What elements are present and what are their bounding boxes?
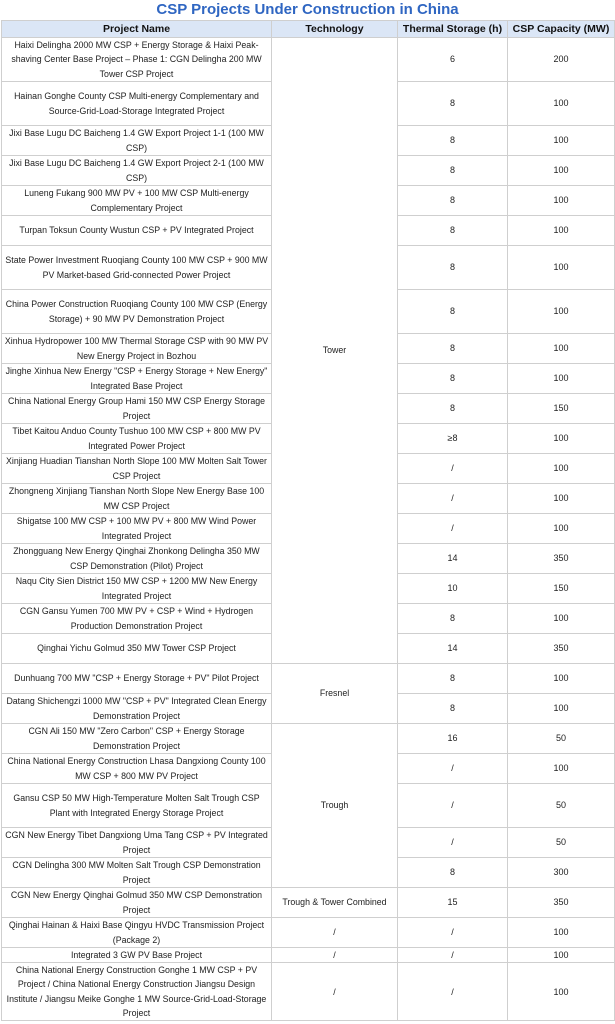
csp-capacity-cell: 50 [508,784,615,828]
project-name-cell: Hainan Gonghe County CSP Multi-energy Complementary and Source-Grid-Load-Storage Integrated Project [2,82,272,126]
project-name-cell: Datang Shichengzi 1000 MW "CSP + PV" Integrated Clean Energy Demonstration Project [2,694,272,724]
csp-capacity-cell: 100 [508,918,615,948]
csp-capacity-cell: 100 [508,424,615,454]
thermal-storage-cell: ≥8 [398,424,508,454]
page-title: CSP Projects Under Construction in China [156,1,459,18]
csp-capacity-cell: 200 [508,38,615,82]
csp-capacity-cell: 350 [508,634,615,664]
csp-projects-table [1,20,615,1021]
thermal-storage-cell: 8 [398,664,508,694]
project-name-cell: Dunhuang 700 MW "CSP + Energy Storage + PV" Pilot Project [2,664,272,694]
thermal-storage-cell: 8 [398,246,508,290]
project-name-cell: Haixi Delingha 2000 MW CSP + Energy Storage & Haixi Peak-shaving Center Base Project – Phase 1: CGN Delingha 200 MW Tower CSP Project [2,38,272,82]
project-name-cell: China National Energy Construction Lhasa Dangxiong County 100 MW CSP + 800 MW PV Project [2,754,272,784]
thermal-storage-cell: 8 [398,604,508,634]
table-row [2,963,615,1021]
project-name-cell: China Power Construction Ruoqiang County 100 MW CSP (Energy Storage) + 90 MW PV Demonstration Project [2,290,272,334]
thermal-storage-cell: 8 [398,394,508,424]
thermal-storage-cell: 8 [398,126,508,156]
project-name-cell: Jixi Base Lugu DC Baicheng 1.4 GW Export Project 2-1 (100 MW CSP) [2,156,272,186]
thermal-storage-cell: / [398,828,508,858]
project-name-cell: Luneng Fukang 900 MW PV + 100 MW CSP Multi-energy Complementary Project [2,186,272,216]
project-name-cell: CGN Gansu Yumen 700 MW PV + CSP + Wind + Hydrogen Production Demonstration Project [2,604,272,634]
thermal-storage-cell: / [398,754,508,784]
csp-capacity-cell: 100 [508,454,615,484]
project-name-cell: Qinghai Hainan & Haixi Base Qingyu HVDC Transmission Project (Package 2) [2,918,272,948]
csp-capacity-cell: 100 [508,156,615,186]
csp-capacity-cell: 100 [508,216,615,246]
project-name-cell: CGN Delingha 300 MW Molten Salt Trough CSP Demonstration Project [2,858,272,888]
project-name-cell: CGN New Energy Tibet Dangxiong Uma Tang CSP + PV Integrated Project [2,828,272,858]
project-name-cell: China National Energy Construction Gonghe 1 MW CSP + PV Project / China National Energy Construction Jiangsu Design Institute / Jiangsu Meike Gonghe 1 MW Source-Grid-Load-Storage Project [2,963,272,1021]
table-row [2,664,615,694]
project-name-cell: Gansu CSP 50 MW High-Temperature Molten Salt Trough CSP Plant with Integrated Energy Storage Project [2,784,272,828]
table-row [2,948,615,963]
technology-cell: Tower [272,38,398,664]
thermal-storage-cell: 8 [398,290,508,334]
thermal-storage-cell: / [398,784,508,828]
header-thermal-storage: Thermal Storage (h) [398,21,508,38]
csp-capacity-cell: 100 [508,484,615,514]
project-name-cell: State Power Investment Ruoqiang County 100 MW CSP + 900 MW PV Market-based Grid-connected Power Project [2,246,272,290]
thermal-storage-cell: 8 [398,364,508,394]
csp-capacity-cell: 100 [508,82,615,126]
csp-capacity-cell: 100 [508,754,615,784]
thermal-storage-cell: / [398,948,508,963]
thermal-storage-cell: / [398,514,508,544]
thermal-storage-cell: / [398,454,508,484]
csp-capacity-cell: 100 [508,334,615,364]
thermal-storage-cell: 8 [398,334,508,364]
project-name-cell: Shigatse 100 MW CSP + 100 MW PV + 800 MW Wind Power Integrated Project [2,514,272,544]
table-row [2,724,615,754]
thermal-storage-cell: 8 [398,186,508,216]
csp-capacity-cell: 150 [508,574,615,604]
csp-capacity-cell: 350 [508,544,615,574]
csp-capacity-cell: 100 [508,514,615,544]
thermal-storage-cell: 8 [398,82,508,126]
header-csp-capacity: CSP Capacity (MW) [508,21,615,38]
project-name-cell: CGN New Energy Qinghai Golmud 350 MW CSP Demonstration Project [2,888,272,918]
project-name-cell: Zhongguang New Energy Qinghai Zhonkong Delingha 350 MW CSP Demonstration (Pilot) Project [2,544,272,574]
thermal-storage-cell: 16 [398,724,508,754]
thermal-storage-cell: 14 [398,544,508,574]
csp-capacity-cell: 300 [508,858,615,888]
csp-capacity-cell: 100 [508,246,615,290]
project-name-cell: China National Energy Group Hami 150 MW CSP Energy Storage Project [2,394,272,424]
table-row [2,38,615,82]
thermal-storage-cell: 8 [398,216,508,246]
table-row [2,918,615,948]
thermal-storage-cell: / [398,963,508,1021]
thermal-storage-cell: 15 [398,888,508,918]
table-header-row [2,21,615,38]
thermal-storage-cell: / [398,918,508,948]
project-name-cell: Naqu City Sien District 150 MW CSP + 1200 MW New Energy Integrated Project [2,574,272,604]
thermal-storage-cell: 14 [398,634,508,664]
header-technology: Technology [272,21,398,38]
thermal-storage-cell: 10 [398,574,508,604]
csp-capacity-cell: 100 [508,694,615,724]
project-name-cell: Integrated 3 GW PV Base Project [2,948,272,963]
technology-cell: Trough [272,724,398,888]
project-name-cell: CGN Ali 150 MW "Zero Carbon" CSP + Energy Storage Demonstration Project [2,724,272,754]
csp-capacity-cell: 100 [508,604,615,634]
technology-cell: / [272,948,398,963]
technology-cell: Trough & Tower Combined [272,888,398,918]
csp-capacity-cell: 100 [508,364,615,394]
thermal-storage-cell: 8 [398,694,508,724]
csp-capacity-cell: 350 [508,888,615,918]
csp-capacity-cell: 100 [508,126,615,156]
project-name-cell: Xinhua Hydropower 100 MW Thermal Storage CSP with 90 MW PV New Energy Project in Bozhou [2,334,272,364]
project-name-cell: Xinjiang Huadian Tianshan North Slope 100 MW Molten Salt Tower CSP Project [2,454,272,484]
thermal-storage-cell: 6 [398,38,508,82]
project-name-cell: Jixi Base Lugu DC Baicheng 1.4 GW Export Project 1-1 (100 MW CSP) [2,126,272,156]
project-name-cell: Tibet Kaitou Anduo County Tushuo 100 MW CSP + 800 MW PV Integrated Power Project [2,424,272,454]
technology-cell: Fresnel [272,664,398,724]
project-name-cell: Qinghai Yichu Golmud 350 MW Tower CSP Project [2,634,272,664]
table-body [2,38,615,1021]
csp-capacity-cell: 100 [508,186,615,216]
csp-capacity-cell: 100 [508,664,615,694]
thermal-storage-cell: / [398,484,508,514]
project-name-cell: Zhongneng Xinjiang Tianshan North Slope New Energy Base 100 MW CSP Project [2,484,272,514]
header-project-name: Project Name [2,21,272,38]
csp-capacity-cell: 50 [508,724,615,754]
technology-cell: / [272,963,398,1021]
table-row [2,888,615,918]
project-name-cell: Jinghe Xinhua New Energy "CSP + Energy Storage + New Energy" Integrated Base Project [2,364,272,394]
csp-capacity-cell: 50 [508,828,615,858]
csp-capacity-cell: 150 [508,394,615,424]
csp-capacity-cell: 100 [508,948,615,963]
technology-cell: / [272,918,398,948]
csp-capacity-cell: 100 [508,290,615,334]
thermal-storage-cell: 8 [398,156,508,186]
project-name-cell: Turpan Toksun County Wustun CSP + PV Integrated Project [2,216,272,246]
csp-capacity-cell: 100 [508,963,615,1021]
thermal-storage-cell: 8 [398,858,508,888]
